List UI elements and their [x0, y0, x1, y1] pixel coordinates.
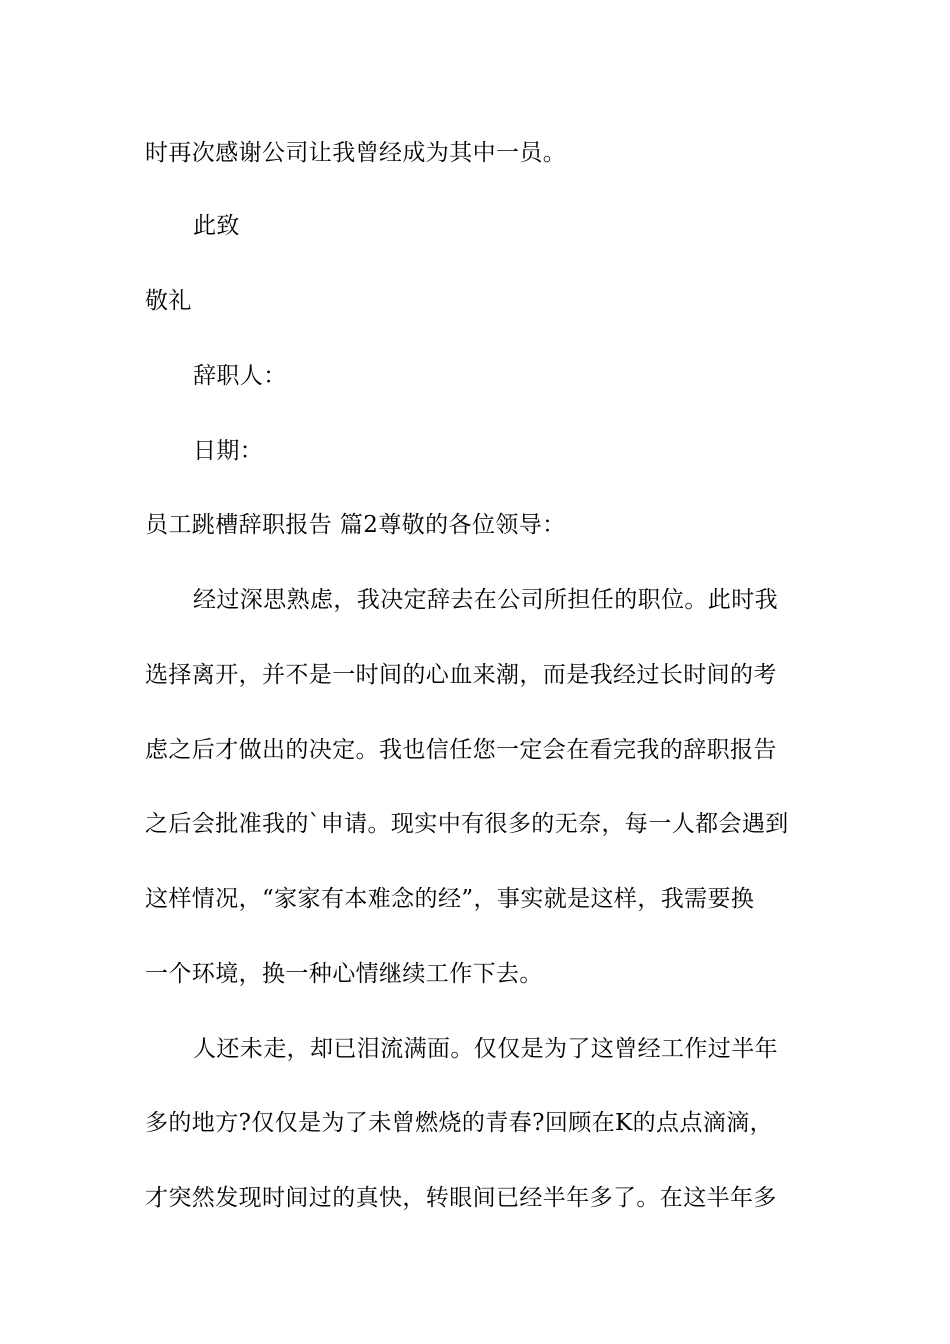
text-line-date: 日期： [193, 438, 264, 464]
text-line-paragraph-2: 才突然发现时间过的真快，转眼间已经半年多了。在这半年多 [145, 1185, 777, 1211]
text-line-regards: 敬礼 [145, 288, 192, 314]
text-line-paragraph-1: 一个环境，换一种心情继续工作下去。 [145, 961, 543, 987]
text-line-resigner: 辞职人： [193, 363, 287, 389]
text-line-paragraph-1: 这样情况，“家家有本难念的经”，事实就是这样，我需要换 [145, 886, 755, 912]
text-line-salutation: 此致 [193, 213, 240, 239]
text-line-paragraph-1: 虑之后才做出的决定。我也信任您一定会在看完我的辞职报告 [145, 737, 777, 763]
text-line-paragraph-1: 选择离开，并不是一时间的心血来潮，而是我经过长时间的考 [145, 662, 777, 688]
text-line-paragraph-2: 人还未走，却已泪流满面。仅仅是为了这曾经工作过半年 [193, 1036, 778, 1062]
text-line-closing-thanks: 时再次感谢公司让我曾经成为其中一员。 [145, 140, 567, 166]
section-heading: 员工跳槽辞职报告 篇2尊敬的各位领导： [145, 512, 566, 538]
text-line-paragraph-1: 之后会批准我的`申请。现实中有很多的无奈，每一人都会遇到 [145, 811, 789, 837]
text-line-paragraph-1: 经过深思熟虑，我决定辞去在公司所担任的职位。此时我 [193, 587, 778, 613]
text-line-paragraph-2: 多的地方?仅仅是为了未曾燃烧的青春?回顾在K的点点滴滴， [145, 1110, 774, 1136]
